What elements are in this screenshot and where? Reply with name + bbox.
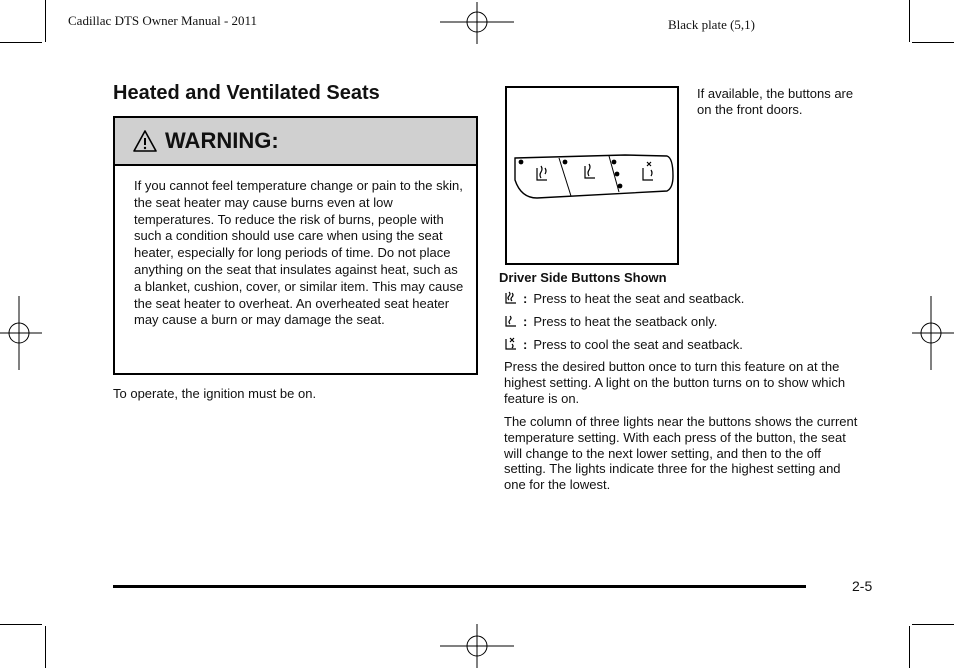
warning-triangle-icon [133,130,157,152]
footer-rule [113,585,806,588]
heated-seat-icon [503,290,519,306]
button-item-cool-seat [503,336,743,352]
paragraph-press-button: Press the desired button once to turn this feature on at the highest setting. A light on the button turns on to show which feature is on. [504,359,846,406]
warning-title: WARNING: [165,128,279,153]
heated-seatback-icon [503,313,519,329]
door-buttons-figure [505,86,679,265]
registration-mark-top [440,2,514,44]
button-item-text: Press to heat the seat and seatback. [533,290,745,306]
button-item-heat-seatback [503,313,717,329]
paragraph-lights: The column of three lights near the buttons shows the current temperature setting. With each press of the button, the seat will change to the next lower setting, and then to the off setting. The lights indicate three for the highest setting and one for the lowest. [504,414,858,493]
warning-text: If you cannot feel temperature change or pain to the skin, the seat heater may cause burns even at low temperatures. To reduce the risk of burns, people with such a condition should use care when using the seat heater, especially for long periods of time. Do not place anything on the seat that insulates against heat, such as a blanket, cushion, cover, or similar item. This may cause the seat heater to overheat. An overheated seat heater may cause a burn or may damage the seat. [134,178,464,328]
operate-note: To operate, the ignition must be on. [113,386,317,401]
button-item-text: Press to heat the seatback only. [533,313,718,329]
ventilated-seat-icon [503,336,519,352]
page-number: 2-5 [852,578,873,594]
registration-mark-right [912,296,954,370]
warning-header [115,118,476,166]
button-item-separator: : [523,313,528,329]
button-item-text: Press to cool the seat and seatback. [533,336,743,352]
manual-title: Cadillac DTS Owner Manual - 2011 [68,13,258,28]
registration-mark-bottom [440,624,514,668]
warning-box [113,116,478,375]
door-buttons-illustration [507,88,677,263]
section-title: Heated and Ventilated Seats [113,82,380,104]
figure-note: If available, the buttons are on the front doors. [697,86,854,117]
plate-label: Black plate (5,1) [668,17,755,32]
button-item-heat-seat [503,290,744,306]
registration-mark-left [0,296,42,370]
button-item-separator: : [523,290,528,306]
figure-caption: Driver Side Buttons Shown [499,270,667,285]
button-item-separator: : [523,336,528,352]
